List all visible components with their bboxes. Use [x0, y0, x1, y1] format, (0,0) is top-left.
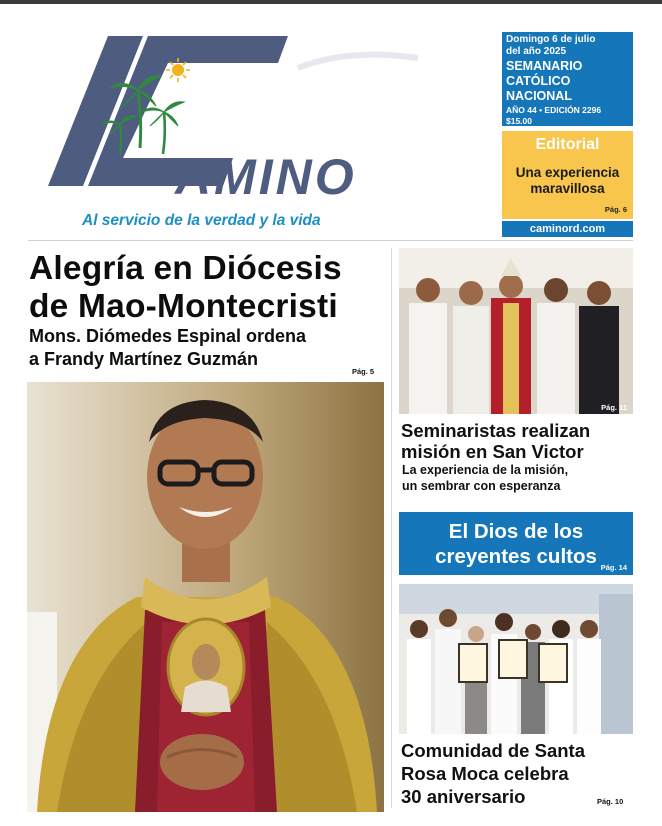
- issue-info-box: [502, 32, 633, 126]
- seminaristas-photo: [399, 248, 633, 414]
- editorial-title: Una experiencia maravillosa: [515, 165, 620, 196]
- seminaristas-headline-line2: misión en San Victor: [401, 441, 584, 462]
- masthead-tagline: Al servicio de la verdad y la vida: [82, 212, 321, 229]
- main-page-ref: Pág. 5: [352, 367, 375, 376]
- issue-number: AÑO 44 • EDICIÓN 2296: [506, 105, 602, 115]
- editorial-heading: Editorial: [535, 136, 600, 153]
- editorial-box[interactable]: [502, 131, 633, 219]
- issue-date-line1: Domingo 6 de julio: [506, 34, 596, 45]
- comunidad-page-ref: Pág. 10: [597, 797, 624, 806]
- masthead-title: AMINO: [175, 149, 357, 205]
- top-border: [0, 0, 662, 4]
- comunidad-headline-line1: Comunidad de Santa: [401, 740, 585, 761]
- issue-semanario: SEMANARIO: [506, 59, 583, 73]
- dios-creyentes-page-ref: Pág. 14: [600, 563, 627, 572]
- dios-creyentes-line1: El Dios de los: [448, 520, 584, 543]
- seminaristas-headline-line1: Seminaristas realizan: [401, 420, 591, 441]
- comunidad-headline-line3: 30 aniversario: [401, 786, 526, 807]
- main-headline-line2: de Mao-Montecristi: [29, 288, 338, 325]
- editorial-page-ref: Pág. 6: [604, 205, 627, 214]
- comunidad-headline-line2: Rosa Moca celebra: [401, 763, 569, 784]
- dios-creyentes-box[interactable]: [399, 512, 633, 575]
- issue-nacional: NACIONAL: [506, 89, 572, 103]
- seminaristas-subhead-line1: La experiencia de la misión,: [402, 463, 569, 477]
- issue-catolico: CATÓLICO: [506, 74, 571, 88]
- main-subhead-line1: Mons. Diómedes Espinal ordena: [29, 326, 307, 346]
- issue-price: $15.00: [506, 116, 532, 126]
- masthead-divider: [28, 240, 633, 241]
- issue-date-line2: del año 2025: [506, 46, 567, 57]
- dios-creyentes-line2: creyentes cultos: [435, 545, 597, 568]
- main-subhead-line2: a Frandy Martínez Guzmán: [29, 349, 259, 369]
- main-story-photo: [27, 382, 384, 812]
- seminaristas-subhead-line2: un sembrar con esperanza: [402, 479, 561, 493]
- column-divider: [391, 248, 392, 808]
- seminaristas-photo-page-ref: Pág. 11: [601, 403, 627, 412]
- comunidad-photo: [399, 584, 633, 734]
- website-url[interactable]: caminord.com: [502, 221, 633, 237]
- main-headline-line1: Alegría en Diócesis: [29, 250, 342, 287]
